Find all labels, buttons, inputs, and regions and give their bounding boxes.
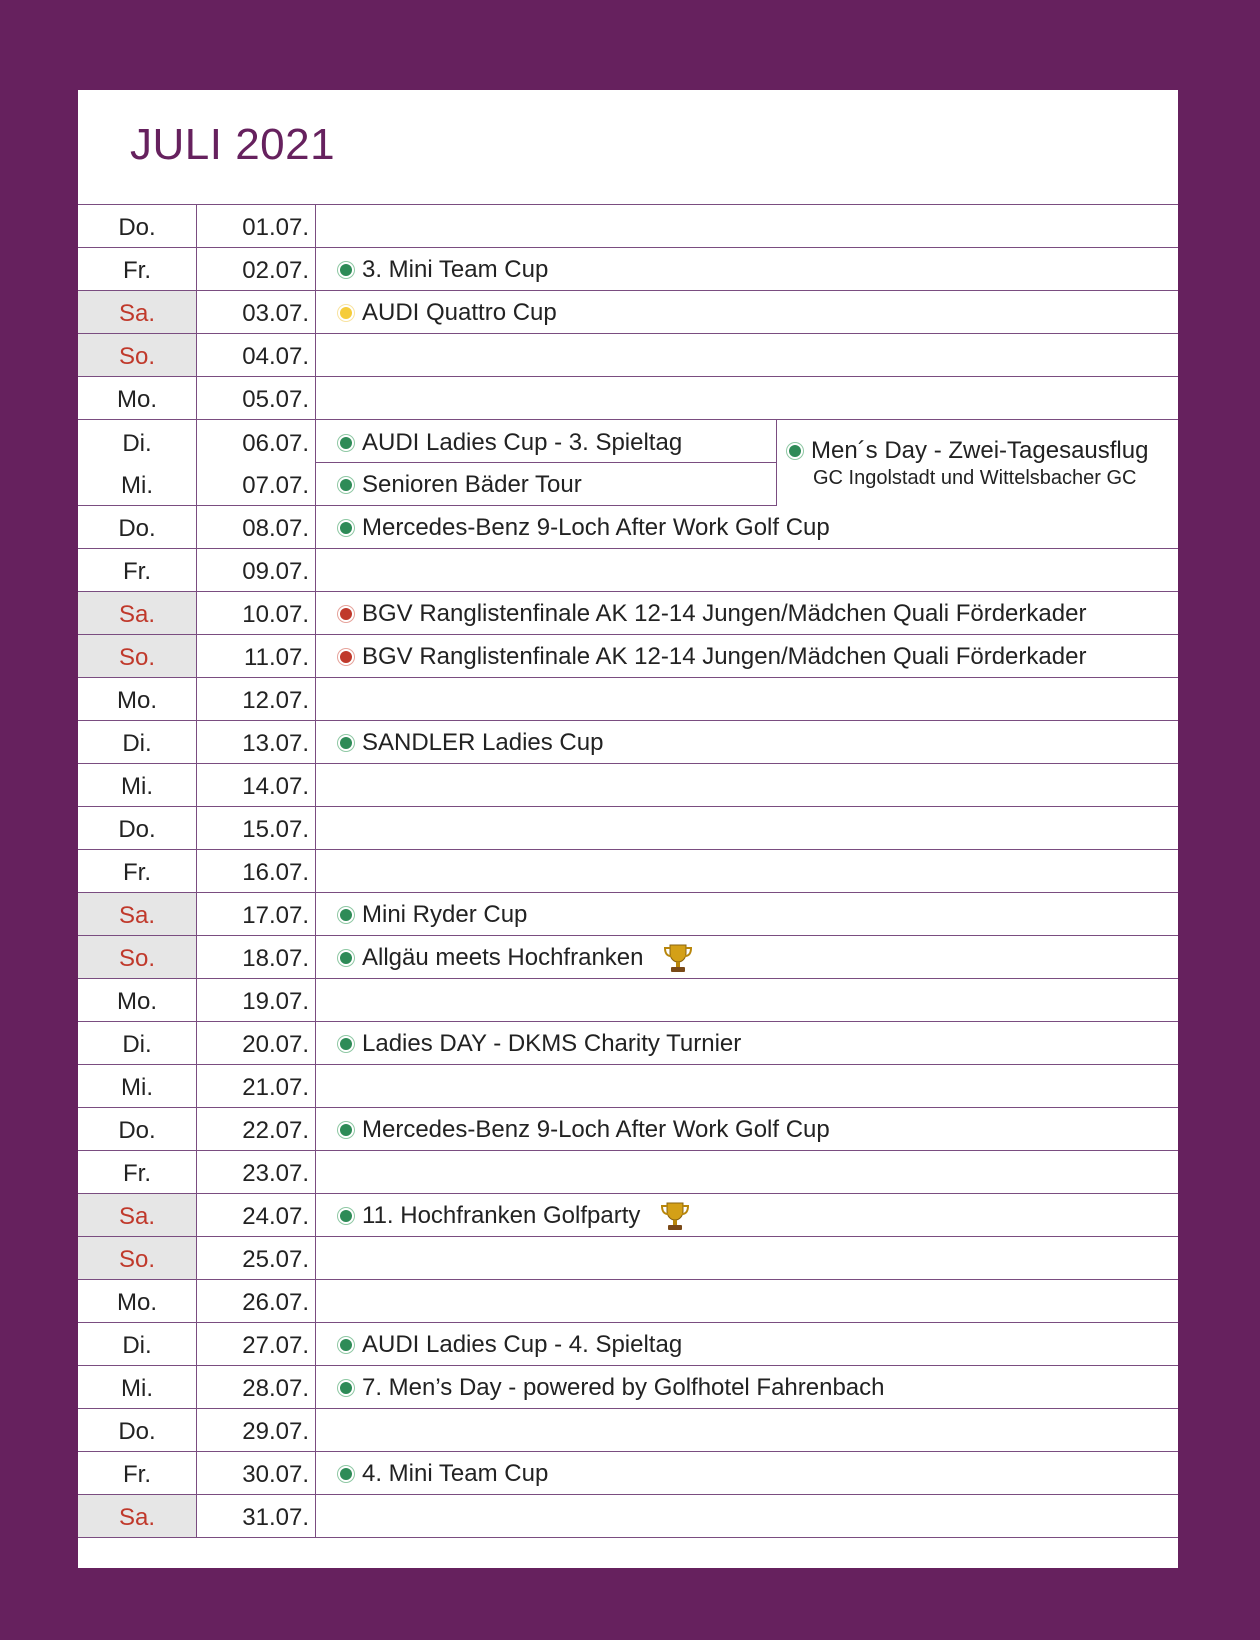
weekday-cell: Mi.: [121, 1074, 153, 1101]
event-dot-icon: [340, 307, 352, 319]
event-name: 11. Hochfranken Golfparty: [362, 1202, 641, 1229]
event-dot-icon: [340, 952, 352, 964]
weekday-cell: Sa.: [78, 1495, 196, 1537]
calendar-row: [78, 1452, 1178, 1495]
weekday-cell: Do.: [118, 515, 156, 542]
weekday-cell: So.: [78, 1237, 196, 1279]
event-dot-icon: [789, 445, 801, 457]
event-cell: [316, 334, 1178, 376]
event-cell: [316, 764, 1178, 806]
date-cell: 15.07.: [196, 807, 316, 849]
event-cell: [316, 850, 1178, 892]
event-cell: [316, 1237, 1178, 1279]
event-dot-icon: [340, 1468, 352, 1480]
weekday-cell: Mo.: [116, 386, 157, 413]
date-cell: 05.07.: [196, 377, 316, 419]
event-dot-icon: [340, 264, 352, 276]
calendar-row: [78, 549, 1178, 592]
calendar-row: [78, 291, 1178, 334]
event-name: AUDI Ladies Cup - 4. Spieltag: [362, 1331, 683, 1358]
weekday-cell: Fr.: [123, 1160, 151, 1187]
date-cell: 09.07.: [196, 549, 316, 591]
calendar-table: [78, 204, 1178, 1538]
event-name: BGV Ranglistenfinale AK 12-14 Jungen/Mädchen Quali Förderkader: [362, 600, 1087, 627]
date-cell: 14.07.: [196, 764, 316, 806]
date-cell: 24.07.: [196, 1194, 316, 1236]
event-cell: [316, 893, 1178, 935]
multi-day-event: [776, 420, 1178, 506]
calendar-row: [78, 850, 1178, 893]
event-dot-icon: [340, 1210, 352, 1222]
calendar-row: [78, 1366, 1178, 1409]
event-dot-icon: [340, 608, 352, 620]
calendar-row: [78, 1323, 1178, 1366]
weekday-cell: Di.: [122, 429, 152, 457]
event-name: AUDI Ladies Cup - 3. Spieltag: [362, 428, 683, 456]
event-name: Ladies DAY - DKMS Charity Turnier: [362, 1030, 742, 1057]
event-cell: [316, 506, 1178, 548]
date-cell: 18.07.: [196, 936, 316, 978]
event-dot-icon: [340, 1038, 352, 1050]
date-cell: 06.07.: [196, 420, 316, 463]
trophy-icon: [658, 1199, 692, 1233]
event-cell: [316, 549, 1178, 591]
weekday-cell: Sa.: [78, 1194, 196, 1236]
calendar-row: [78, 1495, 1178, 1538]
event-cell: [316, 678, 1178, 720]
weekday-cell: Mi.: [121, 472, 153, 499]
weekday-cell: Fr.: [123, 859, 151, 886]
weekday-cell: Sa.: [78, 291, 196, 333]
event-cell: [316, 1452, 1178, 1494]
weekday-cell: Fr.: [123, 257, 151, 284]
event-name: Mini Ryder Cup: [362, 901, 528, 928]
event-dot-icon: [340, 651, 352, 663]
event-name: 7. Men’s Day - powered by Golfhotel Fahrenbach: [362, 1374, 885, 1401]
event-cell: [316, 1022, 1178, 1064]
date-cell: 07.07.: [196, 463, 316, 505]
calendar-row: [78, 592, 1178, 635]
date-cell: 31.07.: [196, 1495, 316, 1537]
weekday-cell: Mo.: [116, 1289, 157, 1316]
event-cell: [316, 635, 1178, 677]
event-cell: [316, 1409, 1178, 1451]
event-cell: [316, 592, 1178, 634]
weekday-cell: Fr.: [123, 558, 151, 585]
event-cell: [316, 377, 1178, 419]
event-cell: [316, 807, 1178, 849]
date-cell: 29.07.: [196, 1409, 316, 1451]
event-name: Senioren Bäder Tour: [362, 471, 582, 498]
date-cell: 08.07.: [196, 506, 316, 548]
weekday-cell: Di.: [122, 1031, 152, 1058]
event-name: Mercedes-Benz 9-Loch After Work Golf Cup: [362, 1116, 830, 1143]
weekday-cell: Mi.: [121, 773, 153, 800]
event-name: 3. Mini Team Cup: [362, 256, 549, 283]
date-cell: 12.07.: [196, 678, 316, 720]
event-cell: [316, 721, 1178, 763]
date-cell: 23.07.: [196, 1151, 316, 1193]
event-dot-icon: [340, 522, 352, 534]
date-cell: 02.07.: [196, 248, 316, 290]
calendar-row: [78, 1237, 1178, 1280]
weekday-cell: Fr.: [123, 1461, 151, 1488]
event-name: AUDI Quattro Cup: [362, 299, 557, 326]
trophy-icon: [661, 941, 695, 975]
weekday-cell: Sa.: [78, 893, 196, 935]
weekday-cell: Di.: [122, 730, 152, 757]
calendar-row: [78, 1022, 1178, 1065]
weekday-cell: Di.: [122, 1332, 152, 1359]
date-cell: 11.07.: [196, 635, 316, 677]
event-cell: [316, 1065, 1178, 1107]
event-name: Mercedes-Benz 9-Loch After Work Golf Cup: [362, 514, 830, 541]
weekday-cell: So.: [78, 936, 196, 978]
weekday-cell: Sa.: [78, 592, 196, 634]
event-cell: [316, 936, 1178, 978]
weekday-cell: Mo.: [116, 988, 157, 1015]
calendar-row: [78, 893, 1178, 936]
multi-day-event-title: Men´s Day - Zwei-Tagesausflug: [811, 436, 1149, 464]
event-cell: [316, 1495, 1178, 1537]
date-cell: 16.07.: [196, 850, 316, 892]
event-cell: [316, 1194, 1178, 1236]
event-dot-icon: [340, 737, 352, 749]
calendar-row: [78, 205, 1178, 248]
event-cell: [316, 205, 1178, 247]
weekday-cell: Do.: [118, 816, 156, 843]
calendar-row: [78, 678, 1178, 721]
date-cell: 13.07.: [196, 721, 316, 763]
weekday-cell: So.: [78, 334, 196, 376]
calendar-row: [78, 764, 1178, 807]
calendar-row: [78, 1194, 1178, 1237]
date-cell: 27.07.: [196, 1323, 316, 1365]
date-cell: 21.07.: [196, 1065, 316, 1107]
calendar-row: [78, 506, 1178, 549]
date-cell: 26.07.: [196, 1280, 316, 1322]
calendar-row: [78, 334, 1178, 377]
calendar-row: [78, 1409, 1178, 1452]
event-name: Allgäu meets Hochfranken: [362, 944, 644, 971]
date-cell: 04.07.: [196, 334, 316, 376]
date-cell: 30.07.: [196, 1452, 316, 1494]
event-cell: [316, 1366, 1178, 1408]
calendar-row: [78, 1065, 1178, 1108]
date-cell: 25.07.: [196, 1237, 316, 1279]
weekday-cell: So.: [78, 635, 196, 677]
weekday-cell: Mo.: [116, 687, 157, 714]
event-cell: [316, 979, 1178, 1021]
event-cell: [316, 1151, 1178, 1193]
calendar-row: [78, 1151, 1178, 1194]
calendar-row: [78, 979, 1178, 1022]
date-cell: 28.07.: [196, 1366, 316, 1408]
event-dot-icon: [340, 909, 352, 921]
event-name: 4. Mini Team Cup: [362, 1460, 549, 1487]
date-cell: 03.07.: [196, 291, 316, 333]
date-cell: 17.07.: [196, 893, 316, 935]
calendar-row: [78, 377, 1178, 420]
event-cell: [316, 1280, 1178, 1322]
event-dot-icon: [340, 1339, 352, 1351]
multi-day-event-subtitle: GC Ingolstadt und Wittelsbacher GC: [813, 466, 1137, 489]
date-cell: 01.07.: [196, 205, 316, 247]
event-cell: [316, 1108, 1178, 1150]
weekday-cell: Do.: [118, 1117, 156, 1144]
calendar-row: [78, 1108, 1178, 1151]
event-cell: [316, 291, 1178, 333]
weekday-cell: Mi.: [121, 1375, 153, 1402]
date-cell: 22.07.: [196, 1108, 316, 1150]
calendar-row: [78, 936, 1178, 979]
calendar-row: [78, 635, 1178, 678]
calendar-row: [78, 721, 1178, 764]
event-dot-icon: [340, 1382, 352, 1394]
calendar-row: [78, 807, 1178, 850]
event-name: BGV Ranglistenfinale AK 12-14 Jungen/Mädchen Quali Förderkader: [362, 643, 1087, 670]
date-cell: 20.07.: [196, 1022, 316, 1064]
month-title: JULI 2021: [130, 120, 336, 169]
date-cell: 10.07.: [196, 592, 316, 634]
weekday-cell: Do.: [118, 1418, 156, 1445]
calendar-row: [78, 1280, 1178, 1323]
event-cell: [316, 248, 1178, 290]
event-dot-icon: [340, 479, 352, 491]
event-dot-icon: [340, 1124, 352, 1136]
event-cell: [316, 1323, 1178, 1365]
weekday-cell: Do.: [118, 214, 156, 241]
calendar-page: [78, 90, 1178, 1568]
calendar-row: [78, 248, 1178, 291]
event-name: SANDLER Ladies Cup: [362, 729, 604, 756]
date-cell: 19.07.: [196, 979, 316, 1021]
event-dot-icon: [340, 437, 352, 449]
